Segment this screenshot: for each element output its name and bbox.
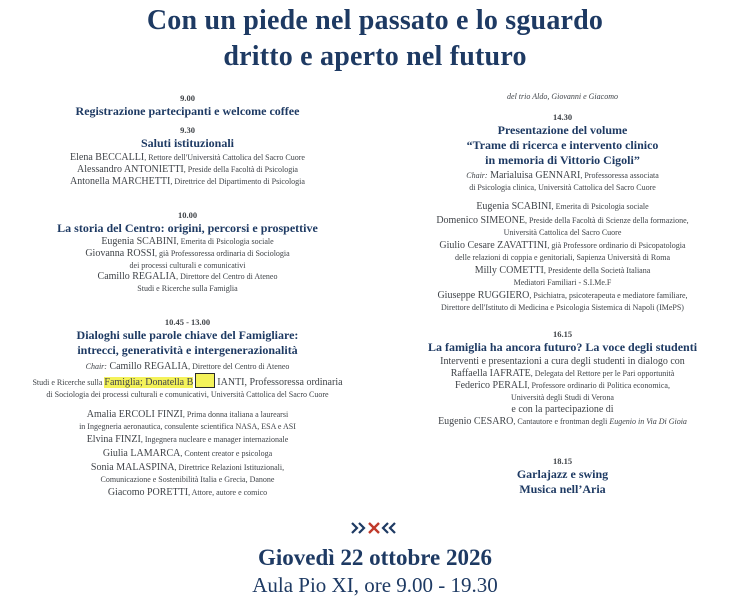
session-time: 14.30 (552, 112, 573, 122)
session-heading: Garlajazz e swing (516, 467, 609, 481)
speaker-line (375, 215, 750, 227)
session-heading: La storia del Centro: origini, percorsi e prospettive (57, 221, 318, 235)
speaker-name: Giulio Cesare ZAVATTINI (439, 240, 548, 251)
session-heading-cont: intrecci, generatività e intergenerazionalità (77, 343, 298, 357)
speaker-role-cont: delle relazioni di coppia e genitoriali, Sapienza Università di Roma (454, 253, 671, 262)
chair-role-cont: Studi e Ricerche sulla (32, 378, 105, 387)
speaker-role: , Delegata del Rettore per le Pari opportunità (530, 369, 675, 378)
speaker-name: Federico PERALI (455, 380, 528, 391)
highlight-cursor-box (195, 373, 215, 388)
speaker-role: , Content creator e psicologa (180, 449, 273, 458)
speaker-name: Camillo REGALIA (109, 361, 189, 372)
session-music (375, 455, 750, 497)
session-time: 18.15 (552, 456, 573, 466)
speaker-line (375, 265, 750, 277)
speaker-name: Sonia MALASPINA (90, 462, 175, 473)
speaker-name: Raffaella IAFRATE (450, 368, 531, 379)
speaker-name: Domenico SIMEONE (436, 215, 525, 226)
speaker-role-cont: dei processi culturali e comunicativi (129, 261, 246, 270)
speaker-name: Giulia LAMARCA (102, 448, 181, 459)
speaker-line (375, 416, 750, 428)
speaker-line (0, 236, 375, 248)
speaker-line (375, 240, 750, 252)
speaker-role: , già Professoressa ordinaria di Sociologia (155, 249, 290, 258)
speaker-role: , Direttore del Centro di Ateneo (188, 362, 290, 371)
speaker-line (0, 152, 375, 164)
event-title-line-2: dritto e aperto nel futuro (223, 41, 527, 72)
speaker-role: , Direttrice Relazioni Istituzionali, (174, 463, 285, 472)
speaker-role-cont: Studi e Ricerche sulla Famiglia (137, 284, 238, 293)
speaker-name: Eugenia SCABINI (101, 236, 177, 247)
speaker-line (0, 409, 375, 421)
continued-note: del trio Aldo, Giovanni e Giacomo (507, 92, 618, 101)
speaker-line (0, 164, 375, 176)
speaker-role: , Presidente della Società Italiana (543, 266, 651, 275)
speaker-role: , Direttore del Centro di Ateneo (176, 272, 278, 281)
speaker-name: Alessandro ANTONIETTI (77, 164, 184, 175)
speaker-name: Giuseppe RUGGIERO (437, 290, 530, 301)
speaker-role: , Rettore dell'Università Cattolica del Sacro Cuore (144, 153, 305, 162)
speaker-line (375, 380, 750, 392)
event-title-line-1: Con un piede nel passato e lo sguardo (146, 5, 604, 36)
session-dialogues (0, 316, 375, 499)
chair-line (0, 361, 375, 373)
speaker-role: , Attore, autore e comico (188, 488, 268, 497)
speaker-role-cont: Università Cattolica del Sacro Cuore (503, 228, 622, 237)
speaker-name: Eugenia SCABINI (476, 201, 552, 212)
session-time: 10.00 (177, 210, 198, 220)
speaker-role: , Prima donna italiana a laurearsi (182, 410, 289, 419)
speaker-name: Marialuisa GENNARI (490, 170, 581, 181)
session-heading: Registrazione partecipanti e welcome coffee (75, 104, 300, 118)
speaker-role-cont: di Psicologia clinica, Università Cattolica del Sacro Cuore (469, 183, 656, 192)
speaker-role: , Professore ordinario di Politica economica, (527, 381, 670, 390)
speaker-role: , Cantautore e frontman degli (513, 417, 610, 426)
speaker-line (0, 448, 375, 460)
chair-label: Chair: (466, 171, 488, 180)
speaker-role: , Ingegnera nucleare e manager internazionale (140, 435, 289, 444)
speaker-line (0, 487, 375, 499)
session-heading: La famiglia ha ancora futuro? La voce degli studenti (427, 340, 698, 354)
speaker-name: IANTI, Professoressa ordinaria (217, 377, 343, 388)
speaker-name: Giovanna ROSSI (85, 248, 156, 259)
speaker-line (375, 201, 750, 213)
speaker-name: Elvina FINZI (86, 434, 141, 445)
speaker-role: , Emerita di Psicologia sociale (176, 237, 274, 246)
session-heading-cont: Musica nell’Aria (519, 482, 606, 496)
speaker-line (0, 176, 375, 188)
speaker-role-cont: Mediatori Familiari - S.I.Me.F (513, 278, 612, 287)
band-name: Eugenio in Via Di Gioia (609, 417, 687, 426)
chevron-ornament-icon (350, 521, 402, 535)
speaker-role-cont: Comunicazione e Sostenibilità Italia e Grecia, Danone (100, 475, 275, 484)
speaker-line (375, 290, 750, 302)
session-history (0, 209, 375, 294)
session-heading: Dialoghi sulle parole chiave del Famigliare: (76, 328, 299, 342)
speaker-line (375, 368, 750, 380)
session-greetings (0, 124, 375, 188)
speaker-role-cont: di Sociologia dei processi culturali e comunicativi, Università Cattolica del Sacro Cuore (46, 390, 329, 399)
speaker-name: Eugenio CESARO (438, 416, 514, 427)
speaker-role: , Preside della Facoltà di Psicologia (183, 165, 298, 174)
session-heading-cont: in memoria di Vittorio Cigoli” (485, 153, 640, 167)
speaker-role-cont: Università degli Studi di Verona (511, 393, 614, 402)
speaker-role: , Psichiatra, psicoterapeuta e mediatore familiare, (529, 291, 688, 300)
session-book-presentation (375, 111, 750, 313)
session-time: 9.00 (180, 93, 195, 103)
speaker-line (0, 462, 375, 474)
session-time: 10.45 - 13.00 (164, 317, 211, 327)
event-date: Giovedì 22 ottobre 2026 (257, 545, 493, 570)
speaker-role: , Preside della Facoltà di Scienze della formazione, (524, 216, 689, 225)
speaker-role: , Professoressa associata (580, 171, 659, 180)
speaker-name: Antonella MARCHETTI (70, 176, 171, 187)
session-time: 16.15 (552, 329, 573, 339)
participation-note: e con la partecipazione di (511, 404, 614, 415)
session-heading: Saluti istituzionali (140, 136, 235, 150)
chair-line (375, 170, 750, 182)
speaker-name: Giacomo PORETTI (107, 487, 189, 498)
event-venue: Aula Pio XI, ore 9.00 - 19.30 (252, 573, 498, 597)
chair-label: Chair: (85, 362, 107, 371)
session-students (375, 328, 750, 428)
chair-line-cont (0, 373, 375, 389)
speaker-name: Elena BECCALLI (70, 152, 145, 163)
speaker-role: , Emerita di Psicologia sociale (551, 202, 649, 211)
session-heading: Presentazione del volume (497, 123, 628, 137)
highlighted-text: Famiglia; Donatella B (104, 377, 194, 388)
top-note (375, 91, 750, 102)
session-intro: Interventi e presentazioni a cura degli studenti in dialogo con (440, 356, 685, 367)
speaker-role: , Direttrice del Dipartimento di Psicologia (170, 177, 305, 186)
session-registration (0, 92, 375, 119)
speaker-role-cont: in Ingegneria aeronautica, consulente scientifica NASA, ESA e ASI (79, 422, 296, 431)
speaker-role: , già Professore ordinario di Psicopatologia (547, 241, 686, 250)
session-heading-cont: “Trame di ricerca e intervento clinico (466, 138, 659, 152)
session-time: 9.30 (180, 125, 195, 135)
speaker-name: Milly COMETTI (474, 265, 544, 276)
speaker-name: Camillo REGALIA (97, 271, 177, 282)
speaker-line (0, 271, 375, 283)
speaker-line (0, 248, 375, 260)
speaker-role-cont: Direttore dell'Istituto di Medicina e Psicologia Sistemica di Napoli (IMePS) (441, 303, 684, 312)
speaker-name: Amalia ERCOLI FINZI (86, 409, 183, 420)
speaker-line (0, 434, 375, 446)
